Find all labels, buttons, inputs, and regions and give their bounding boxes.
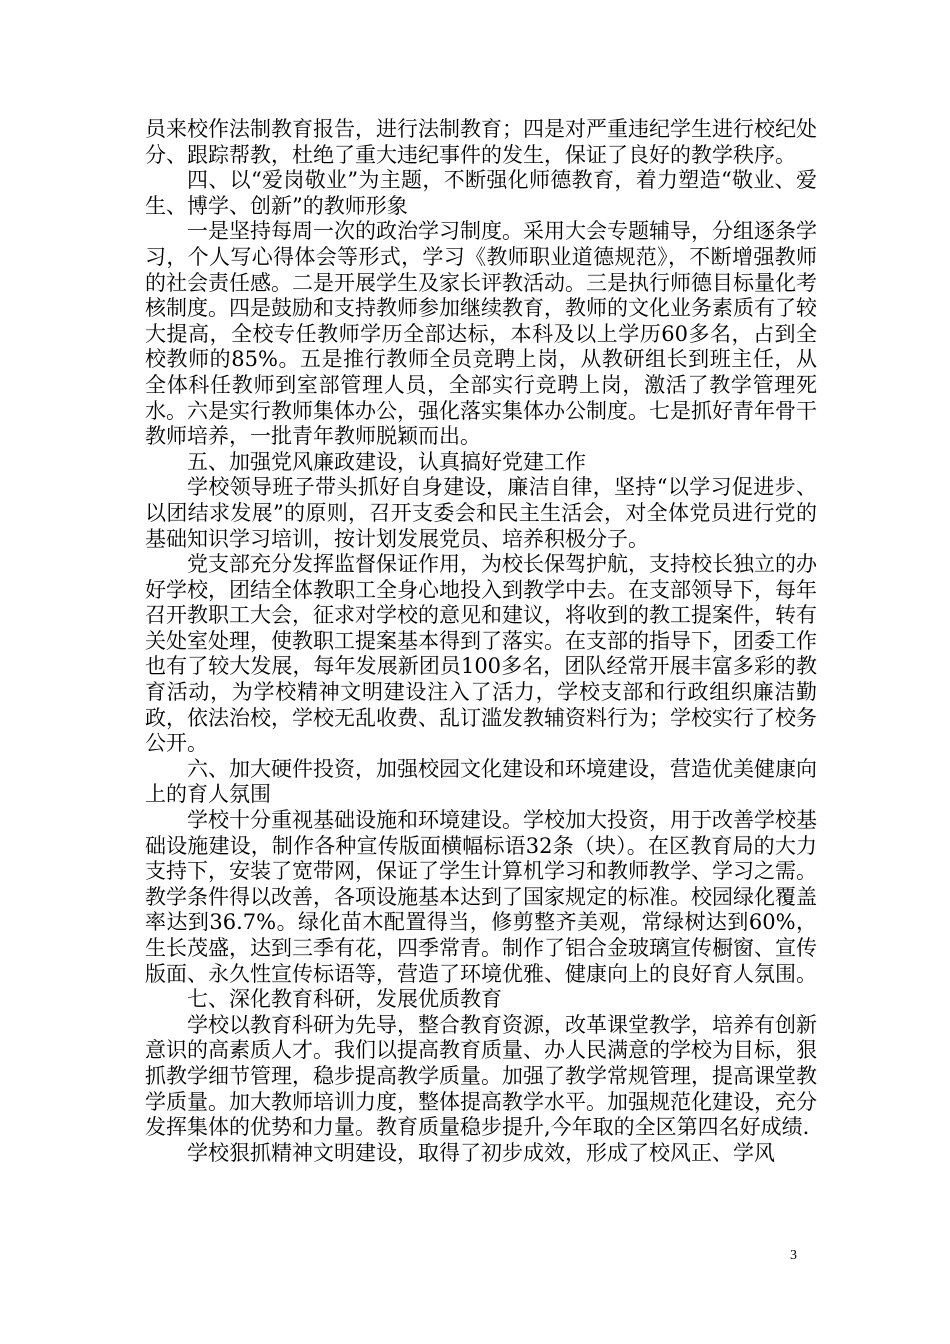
- paragraph: 学校狠抓精神文明建设，取得了初步成效，形成了校风正、学风: [187, 1140, 775, 1165]
- paragraph: 学校领导班子带头抓好自身建设，廉洁自律，坚持“以学习促进步、以团结求发展”的原则，召开支委会和民主生活会，对全体党员进行党的基础知识学习培训，按计划发展党员、培养积极分子。: [145, 475, 817, 551]
- paragraph: 党支部充分发挥监督保证作用，为校长保驾护航，支持校长独立的办好学校，团结全体教职工全身心地投入到教学中去。在支部领导下，每年召开教职工大会，征求对学校的意见和建议，将收到的教工提案件，转有关处室处理，使教职工提案基本得到了落实。在支部的指导下，团委工作也有了较大发展，每年发展新团员100多名，团队经常开展丰富多彩的教育活动，为学校精神文明建设注入了活力，学校支部和行政组织廉洁勤政，依法治校，学校无乱收费、乱订滥发教辅资料行为；学校实行了校务公开。: [145, 552, 817, 756]
- document-body: [145, 117, 817, 1166]
- section-heading: 六、加大硬件投资，加强校园文化建设和环境建设，营造优美健康向上的育人氛围: [145, 756, 817, 807]
- section-heading: 五、加强党风廉政建设，认真搞好党建工作: [187, 449, 586, 474]
- paragraph: 学校十分重视基础设施和环境建设。学校加大投资，用于改善学校基础设施建设，制作各种宣传版面横幅标语32条（块）。在区教育局的大力支持下，安装了宽带网，保证了学生计算机学习和教师教学、学习之需。教学条件得以改善，各项设施基本达到了国家规定的标准。校园绿化覆盖率达到36.7%。绿化苗木配置得当，修剪整齐美观，常绿树达到60%，生长茂盛，达到三季有花，四季常青。制作了铝合金玻璃宣传橱窗、宣传版面、永久性宣传标语等，营造了环境优雅、健康向上的良好育人氛围。: [145, 808, 817, 986]
- section-heading: 四、以“爱岗敬业”为主题，不断强化师德教育，着力塑造“敬业、爱生、博学、创新”的教师形象: [145, 168, 817, 218]
- paragraph: 一是坚持每周一次的政治学习制度。采用大会专题辅导，分组逐条学习，个人写心得体会等形式，学习《教师职业道德规范》，不断增强教师的社会责任感。二是开展学生及家长评教活动。三是执行师德目标量化考核制度。四是鼓励和支持教师参加继续教育，教师的文化业务素质有了较大提高，全校专任教师学历全部达标，本科及以上学历60多名，占到全校教师的85%。五是推行教师全员竞聘上岗，从教研组长到班主任，从全体科任教师到室部管理人员，全部实行竞聘上岗，激活了教学管理死水。六是实行教师集体办公，强化落实集体办公制度。七是抓好青年骨干教师培养，一批青年教师脱颖而出。: [145, 219, 817, 449]
- section-heading: 七、深化教育科研，发展优质教育: [187, 987, 502, 1012]
- paragraph: 学校以教育科研为先导，整合教育资源，改革课堂教学，培养有创新意识的高素质人才。我们以提高教育质量、办人民满意的学校为目标，狠抓教学细节管理，稳步提高教学质量。加强了教学常规管理，提高课堂教学质量。加大教师培训力度，整体提高教学水平。加强规范化建设，充分发挥集体的优势和力量。教育质量稳步提升,今年取的全区第四名好成绩.: [145, 1012, 817, 1140]
- page-number: 3: [790, 1248, 797, 1263]
- paragraph: 员来校作法制教育报告，进行法制教育；四是对严重违纪学生进行校纪处分、跟踪帮教，杜绝了重大违纪事件的发生，保证了良好的教学秩序。: [145, 117, 817, 167]
